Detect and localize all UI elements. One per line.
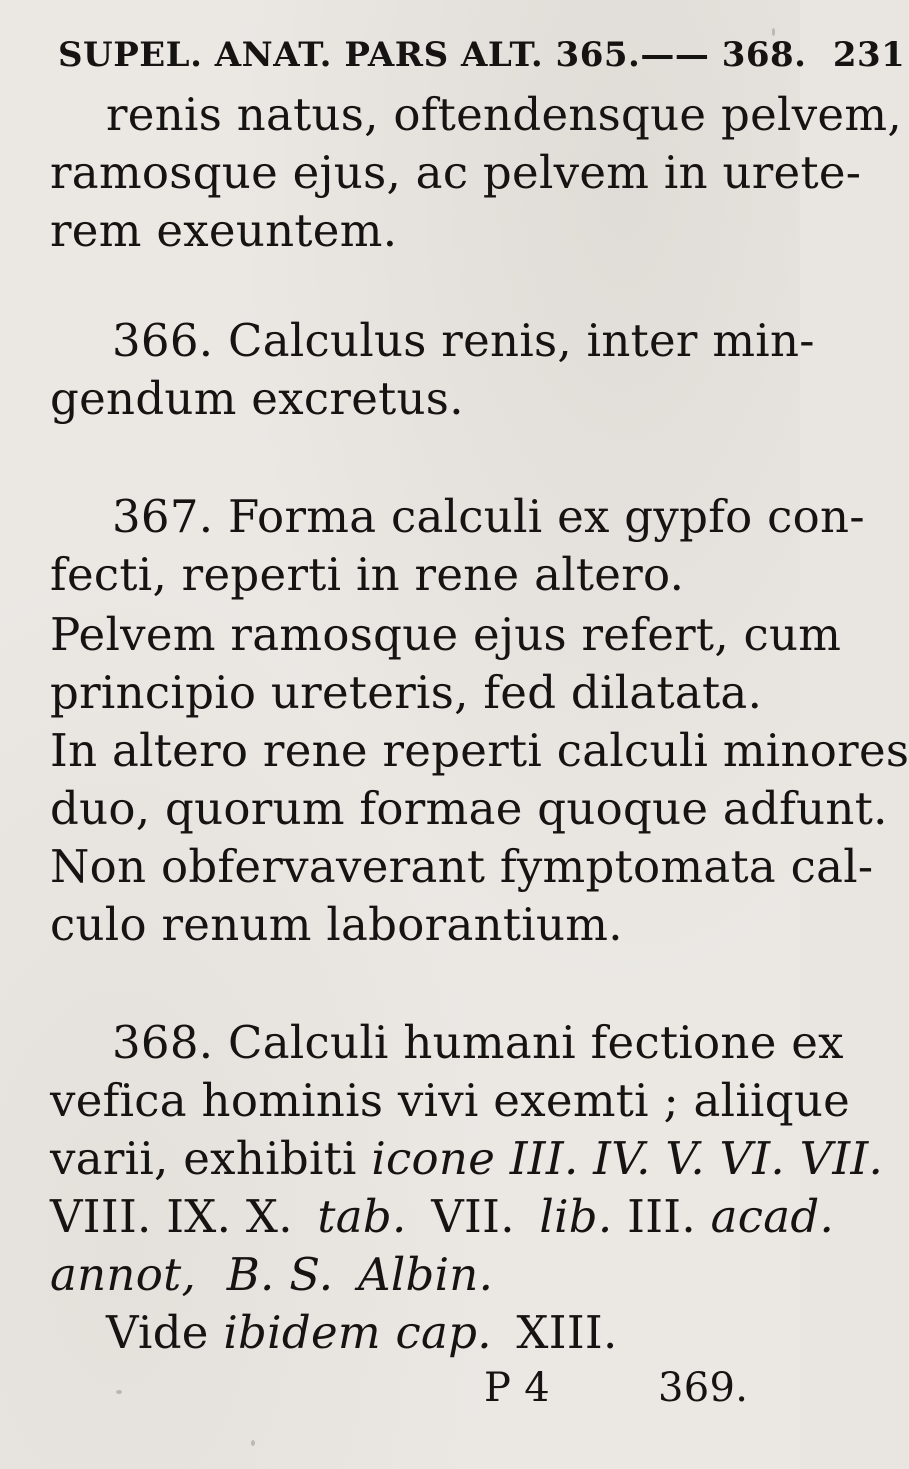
text-line	[106, 1306, 618, 1359]
text-line	[50, 1248, 494, 1301]
text-line: culo renum laborantium.	[50, 898, 623, 951]
running-title: SUPEL. ANAT. PARS ALT. 365.—— 368.	[58, 35, 807, 75]
paper-speck	[116, 1390, 122, 1394]
text-line: 367. Forma calculi ex gypfo con-	[112, 490, 865, 543]
text-segment: III.	[627, 1190, 696, 1243]
text-segment: B. S.	[226, 1248, 334, 1301]
text-line	[50, 1132, 884, 1185]
text-line: Pelvem ramosque ejus refert, cum	[50, 608, 842, 661]
text-segment: lib.	[539, 1190, 613, 1243]
text-segment: VII.	[431, 1190, 515, 1243]
text-line: renis natus, oftendensque pelvem,	[106, 88, 902, 141]
text-line: ramosque ejus, ac pelvem in urete-	[50, 146, 862, 199]
text-line: 368. Calculi humani fectione ex	[112, 1016, 844, 1069]
text-segment: icone III. IV. V. VI. VII.	[371, 1132, 884, 1185]
text-segment: Vide	[106, 1306, 209, 1359]
text-segment: VIII. IX. X.	[50, 1190, 293, 1243]
text-line: Non obfervaverant fymptomata cal-	[50, 840, 874, 893]
page-number: 231	[832, 35, 906, 75]
text-segment: tab.	[317, 1190, 407, 1243]
text-line	[50, 1190, 835, 1243]
text-segment: acad.	[710, 1190, 835, 1243]
text-line: 366. Calculus renis, inter min-	[112, 314, 815, 367]
paper-speck	[251, 1440, 255, 1446]
text-line: duo, quorum formae quoque adfunt.	[50, 782, 888, 835]
text-segment: Albin.	[358, 1248, 494, 1301]
running-header	[58, 35, 906, 75]
text-line: In altero rene reperti calculi minores	[50, 724, 909, 777]
paper-speck	[772, 28, 775, 36]
catchword: 369.	[658, 1365, 749, 1411]
text-segment: annot,	[50, 1248, 197, 1301]
text-segment: XIII.	[516, 1306, 618, 1359]
signature-mark: P 4	[484, 1365, 550, 1411]
text-line: fecti, reperti in rene altero.	[50, 548, 685, 601]
text-segment: ibidem cap.	[223, 1306, 492, 1359]
text-line: gendum excretus.	[50, 372, 464, 425]
text-line: principio ureteris, fed dilatata.	[50, 666, 763, 719]
text-line: rem exeuntem.	[50, 204, 398, 257]
text-line: vefica hominis vivi exemti ; aliique	[50, 1074, 851, 1127]
text-segment: varii, exhibiti	[50, 1132, 357, 1185]
